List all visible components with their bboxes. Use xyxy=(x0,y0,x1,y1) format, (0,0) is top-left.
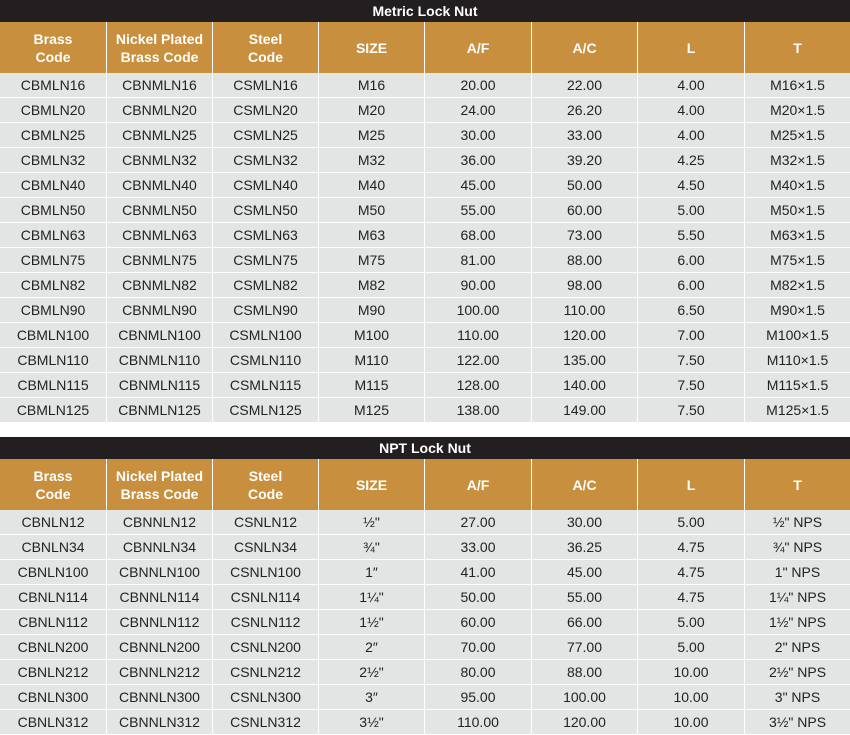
table-row xyxy=(0,148,850,173)
cell-brass-code: CBMLN100 xyxy=(0,323,106,347)
header-size: SIZE xyxy=(318,459,424,510)
cell-l: 7.50 xyxy=(637,348,744,372)
cell-t: M16×1.5 xyxy=(744,73,850,97)
cell-t: 1¼" NPS xyxy=(744,585,850,609)
cell-size: M40 xyxy=(318,173,424,197)
table-row xyxy=(0,198,850,223)
cell-nickel-plated-brass-code: CBNNLN12 xyxy=(106,510,212,534)
cell-nickel-plated-brass-code: CBNMLN32 xyxy=(106,148,212,172)
cell-l: 5.00 xyxy=(637,635,744,659)
cell-brass-code: CBNLN200 xyxy=(0,635,106,659)
cell-l: 10.00 xyxy=(637,685,744,709)
cell-steel-code: CSNLN300 xyxy=(212,685,318,709)
header-size: SIZE xyxy=(318,22,424,73)
cell-t: M90×1.5 xyxy=(744,298,850,322)
cell-size: M50 xyxy=(318,198,424,222)
table-row xyxy=(0,710,850,735)
cell-nickel-plated-brass-code: CBNNLN100 xyxy=(106,560,212,584)
table-row xyxy=(0,173,850,198)
cell-brass-code: CBNLN34 xyxy=(0,535,106,559)
cell-steel-code: CSNLN200 xyxy=(212,635,318,659)
cell-t: 1½" NPS xyxy=(744,610,850,634)
cell-t: M110×1.5 xyxy=(744,348,850,372)
cell-brass-code: CBNLN112 xyxy=(0,610,106,634)
cell-ac: 66.00 xyxy=(531,610,637,634)
cell-l: 4.75 xyxy=(637,560,744,584)
cell-size: M25 xyxy=(318,123,424,147)
cell-ac: 110.00 xyxy=(531,298,637,322)
cell-af: 110.00 xyxy=(424,323,531,347)
cell-nickel-plated-brass-code: CBNMLN16 xyxy=(106,73,212,97)
cell-brass-code: CBMLN82 xyxy=(0,273,106,297)
cell-ac: 100.00 xyxy=(531,685,637,709)
cell-steel-code: CSMLN125 xyxy=(212,398,318,422)
table-row xyxy=(0,348,850,373)
cell-steel-code: CSMLN16 xyxy=(212,73,318,97)
cell-steel-code: CSMLN40 xyxy=(212,173,318,197)
cell-l: 4.00 xyxy=(637,98,744,122)
cell-ac: 55.00 xyxy=(531,585,637,609)
header-steel-code: Steel Code xyxy=(212,459,318,510)
cell-l: 5.50 xyxy=(637,223,744,247)
cell-t: 3" NPS xyxy=(744,685,850,709)
cell-af: 138.00 xyxy=(424,398,531,422)
cell-l: 10.00 xyxy=(637,710,744,734)
header-nickel-plated-brass-code: Nickel Plated Brass Code xyxy=(106,459,212,510)
cell-brass-code: CBNLN100 xyxy=(0,560,106,584)
cell-af: 30.00 xyxy=(424,123,531,147)
cell-l: 5.00 xyxy=(637,198,744,222)
cell-t: 1" NPS xyxy=(744,560,850,584)
cell-steel-code: CSNLN114 xyxy=(212,585,318,609)
cell-t: M75×1.5 xyxy=(744,248,850,272)
cell-nickel-plated-brass-code: CBNNLN34 xyxy=(106,535,212,559)
cell-af: 50.00 xyxy=(424,585,531,609)
cell-steel-code: CSNLN34 xyxy=(212,535,318,559)
cell-l: 6.00 xyxy=(637,248,744,272)
cell-steel-code: CSMLN90 xyxy=(212,298,318,322)
cell-nickel-plated-brass-code: CBNMLN90 xyxy=(106,298,212,322)
cell-af: 100.00 xyxy=(424,298,531,322)
cell-l: 5.00 xyxy=(637,510,744,534)
npt-header-row xyxy=(0,459,850,510)
cell-size: M63 xyxy=(318,223,424,247)
npt-lock-nut-table xyxy=(0,437,850,735)
cell-nickel-plated-brass-code: CBNNLN114 xyxy=(106,585,212,609)
cell-ac: 73.00 xyxy=(531,223,637,247)
cell-size: M125 xyxy=(318,398,424,422)
cell-l: 4.75 xyxy=(637,585,744,609)
table-row xyxy=(0,298,850,323)
cell-af: 90.00 xyxy=(424,273,531,297)
cell-brass-code: CBMLN40 xyxy=(0,173,106,197)
cell-t: M20×1.5 xyxy=(744,98,850,122)
cell-t: M100×1.5 xyxy=(744,323,850,347)
cell-af: 128.00 xyxy=(424,373,531,397)
cell-nickel-plated-brass-code: CBNNLN212 xyxy=(106,660,212,684)
cell-ac: 77.00 xyxy=(531,635,637,659)
cell-nickel-plated-brass-code: CBNMLN75 xyxy=(106,248,212,272)
cell-brass-code: CBMLN16 xyxy=(0,73,106,97)
table-row xyxy=(0,510,850,535)
cell-brass-code: CBMLN63 xyxy=(0,223,106,247)
cell-t: M82×1.5 xyxy=(744,273,850,297)
cell-ac: 88.00 xyxy=(531,660,637,684)
cell-ac: 135.00 xyxy=(531,348,637,372)
cell-brass-code: CBMLN125 xyxy=(0,398,106,422)
cell-af: 45.00 xyxy=(424,173,531,197)
cell-brass-code: CBMLN75 xyxy=(0,248,106,272)
cell-nickel-plated-brass-code: CBNMLN100 xyxy=(106,323,212,347)
cell-l: 4.00 xyxy=(637,123,744,147)
npt-table-body xyxy=(0,510,850,735)
cell-size: M75 xyxy=(318,248,424,272)
table-row xyxy=(0,635,850,660)
cell-size: 1¼" xyxy=(318,585,424,609)
header-ac: A/C xyxy=(531,459,637,510)
cell-nickel-plated-brass-code: CBNMLN115 xyxy=(106,373,212,397)
cell-brass-code: CBNLN12 xyxy=(0,510,106,534)
header-brass-code: Brass Code xyxy=(33,30,73,65)
cell-af: 36.00 xyxy=(424,148,531,172)
cell-l: 4.75 xyxy=(637,535,744,559)
header-brass-code: Brass Code xyxy=(33,467,73,502)
table-row xyxy=(0,535,850,560)
table-row xyxy=(0,223,850,248)
cell-nickel-plated-brass-code: CBNMLN125 xyxy=(106,398,212,422)
cell-af: 33.00 xyxy=(424,535,531,559)
cell-size: M110 xyxy=(318,348,424,372)
table-row xyxy=(0,373,850,398)
cell-t: M25×1.5 xyxy=(744,123,850,147)
table-row xyxy=(0,73,850,98)
cell-af: 80.00 xyxy=(424,660,531,684)
cell-l: 5.00 xyxy=(637,610,744,634)
cell-ac: 36.25 xyxy=(531,535,637,559)
table-row xyxy=(0,273,850,298)
cell-af: 68.00 xyxy=(424,223,531,247)
metric-table-title: Metric Lock Nut xyxy=(0,0,850,22)
header-t: T xyxy=(744,22,850,73)
cell-size: 1″ xyxy=(318,560,424,584)
cell-af: 60.00 xyxy=(424,610,531,634)
table-row xyxy=(0,560,850,585)
header-af: A/F xyxy=(424,459,531,510)
table-row xyxy=(0,398,850,423)
cell-brass-code: CBMLN25 xyxy=(0,123,106,147)
cell-brass-code: CBNLN114 xyxy=(0,585,106,609)
cell-ac: 30.00 xyxy=(531,510,637,534)
table-row xyxy=(0,98,850,123)
cell-af: 110.00 xyxy=(424,710,531,734)
cell-t: M115×1.5 xyxy=(744,373,850,397)
cell-steel-code: CSMLN75 xyxy=(212,248,318,272)
cell-steel-code: CSMLN32 xyxy=(212,148,318,172)
header-af: A/F xyxy=(424,22,531,73)
cell-nickel-plated-brass-code: CBNMLN25 xyxy=(106,123,212,147)
cell-ac: 22.00 xyxy=(531,73,637,97)
table-row xyxy=(0,585,850,610)
cell-af: 70.00 xyxy=(424,635,531,659)
cell-nickel-plated-brass-code: CBNMLN110 xyxy=(106,348,212,372)
cell-size: 2½" xyxy=(318,660,424,684)
cell-nickel-plated-brass-code: CBNMLN20 xyxy=(106,98,212,122)
cell-size: M82 xyxy=(318,273,424,297)
cell-l: 6.00 xyxy=(637,273,744,297)
cell-brass-code: CBNLN312 xyxy=(0,710,106,734)
cell-ac: 45.00 xyxy=(531,560,637,584)
cell-af: 20.00 xyxy=(424,73,531,97)
cell-t: ¾" NPS xyxy=(744,535,850,559)
cell-nickel-plated-brass-code: CBNMLN63 xyxy=(106,223,212,247)
cell-nickel-plated-brass-code: CBNMLN82 xyxy=(106,273,212,297)
cell-ac: 26.20 xyxy=(531,98,637,122)
cell-size: 1½" xyxy=(318,610,424,634)
cell-size: M100 xyxy=(318,323,424,347)
cell-t: ½" NPS xyxy=(744,510,850,534)
cell-l: 6.50 xyxy=(637,298,744,322)
table-row xyxy=(0,123,850,148)
cell-brass-code: CBMLN115 xyxy=(0,373,106,397)
cell-brass-code: CBMLN20 xyxy=(0,98,106,122)
cell-steel-code: CSMLN25 xyxy=(212,123,318,147)
cell-af: 27.00 xyxy=(424,510,531,534)
cell-nickel-plated-brass-code: CBNNLN312 xyxy=(106,710,212,734)
table-row xyxy=(0,660,850,685)
header-t: T xyxy=(744,459,850,510)
cell-brass-code: CBMLN110 xyxy=(0,348,106,372)
cell-t: M50×1.5 xyxy=(744,198,850,222)
table-spacer xyxy=(0,423,850,437)
cell-af: 122.00 xyxy=(424,348,531,372)
cell-t: 2½" NPS xyxy=(744,660,850,684)
npt-table-title: NPT Lock Nut xyxy=(0,437,850,459)
cell-steel-code: CSNLN100 xyxy=(212,560,318,584)
cell-brass-code: CBNLN212 xyxy=(0,660,106,684)
cell-t: M40×1.5 xyxy=(744,173,850,197)
header-nickel-plated-brass-code: Nickel Plated Brass Code xyxy=(106,22,212,73)
cell-l: 4.50 xyxy=(637,173,744,197)
header-l: L xyxy=(637,459,744,510)
cell-ac: 140.00 xyxy=(531,373,637,397)
cell-t: 3½" NPS xyxy=(744,710,850,734)
cell-size: 3″ xyxy=(318,685,424,709)
cell-brass-code: CBMLN50 xyxy=(0,198,106,222)
cell-steel-code: CSMLN110 xyxy=(212,348,318,372)
cell-steel-code: CSNLN112 xyxy=(212,610,318,634)
cell-nickel-plated-brass-code: CBNMLN50 xyxy=(106,198,212,222)
table-row xyxy=(0,610,850,635)
cell-size: 2″ xyxy=(318,635,424,659)
cell-steel-code: CSNLN312 xyxy=(212,710,318,734)
cell-nickel-plated-brass-code: CBNMLN40 xyxy=(106,173,212,197)
cell-l: 7.00 xyxy=(637,323,744,347)
cell-steel-code: CSNLN12 xyxy=(212,510,318,534)
cell-size: M115 xyxy=(318,373,424,397)
cell-size: M32 xyxy=(318,148,424,172)
cell-brass-code: CBNLN300 xyxy=(0,685,106,709)
metric-table-body xyxy=(0,73,850,423)
cell-af: 24.00 xyxy=(424,98,531,122)
cell-steel-code: CSMLN115 xyxy=(212,373,318,397)
cell-l: 4.25 xyxy=(637,148,744,172)
cell-steel-code: CSMLN100 xyxy=(212,323,318,347)
cell-l: 7.50 xyxy=(637,373,744,397)
table-row xyxy=(0,685,850,710)
cell-nickel-plated-brass-code: CBNNLN112 xyxy=(106,610,212,634)
cell-l: 7.50 xyxy=(637,398,744,422)
cell-steel-code: CSNLN212 xyxy=(212,660,318,684)
table-row xyxy=(0,323,850,348)
cell-t: M63×1.5 xyxy=(744,223,850,247)
cell-ac: 149.00 xyxy=(531,398,637,422)
cell-ac: 33.00 xyxy=(531,123,637,147)
cell-size: M20 xyxy=(318,98,424,122)
cell-ac: 120.00 xyxy=(531,710,637,734)
cell-brass-code: CBMLN32 xyxy=(0,148,106,172)
cell-l: 10.00 xyxy=(637,660,744,684)
cell-size: M90 xyxy=(318,298,424,322)
cell-ac: 39.20 xyxy=(531,148,637,172)
cell-nickel-plated-brass-code: CBNNLN200 xyxy=(106,635,212,659)
cell-ac: 60.00 xyxy=(531,198,637,222)
header-ac: A/C xyxy=(531,22,637,73)
header-steel-code: Steel Code xyxy=(212,22,318,73)
cell-size: 3½" xyxy=(318,710,424,734)
cell-l: 4.00 xyxy=(637,73,744,97)
cell-af: 81.00 xyxy=(424,248,531,272)
cell-size: ½" xyxy=(318,510,424,534)
cell-ac: 98.00 xyxy=(531,273,637,297)
cell-t: M32×1.5 xyxy=(744,148,850,172)
cell-steel-code: CSMLN50 xyxy=(212,198,318,222)
table-row xyxy=(0,248,850,273)
cell-steel-code: CSMLN82 xyxy=(212,273,318,297)
cell-t: 2" NPS xyxy=(744,635,850,659)
cell-af: 55.00 xyxy=(424,198,531,222)
cell-af: 95.00 xyxy=(424,685,531,709)
cell-af: 41.00 xyxy=(424,560,531,584)
cell-t: M125×1.5 xyxy=(744,398,850,422)
cell-size: ¾" xyxy=(318,535,424,559)
cell-ac: 88.00 xyxy=(531,248,637,272)
cell-nickel-plated-brass-code: CBNNLN300 xyxy=(106,685,212,709)
cell-brass-code: CBMLN90 xyxy=(0,298,106,322)
cell-steel-code: CSMLN63 xyxy=(212,223,318,247)
metric-header-row xyxy=(0,22,850,73)
cell-ac: 120.00 xyxy=(531,323,637,347)
header-l: L xyxy=(637,22,744,73)
cell-ac: 50.00 xyxy=(531,173,637,197)
cell-steel-code: CSMLN20 xyxy=(212,98,318,122)
cell-size: M16 xyxy=(318,73,424,97)
